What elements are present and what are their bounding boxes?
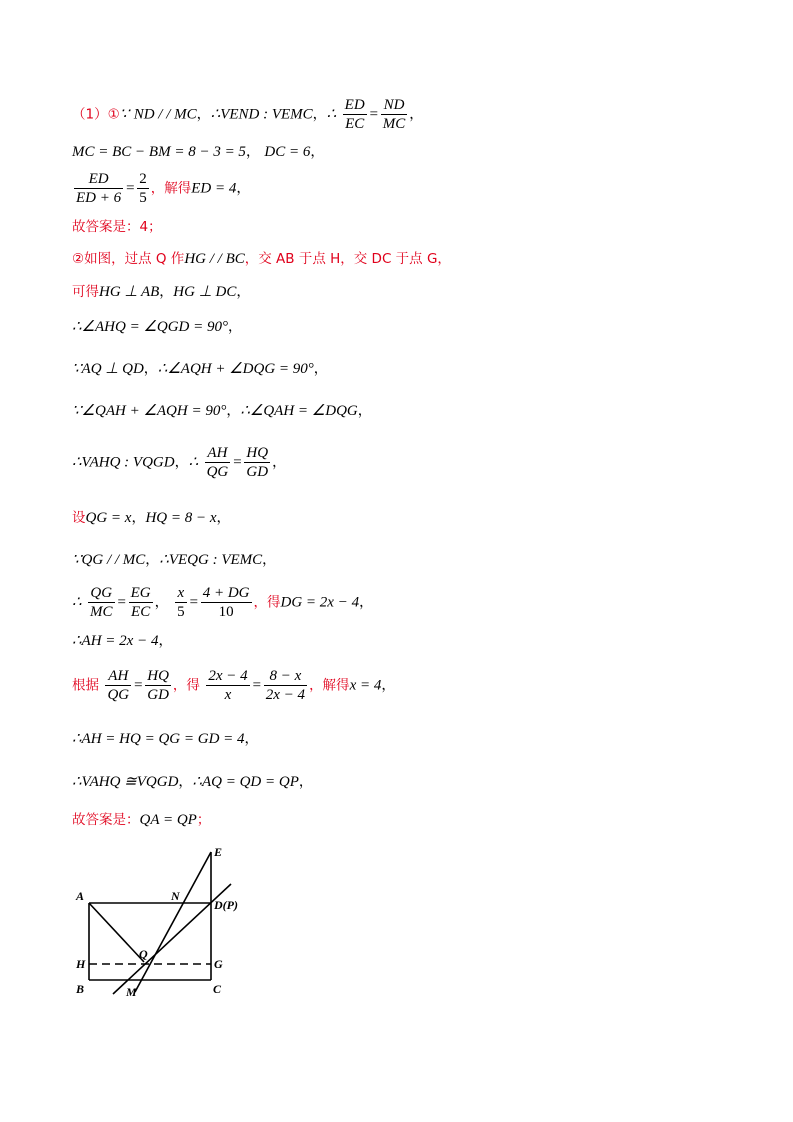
label-d: D(P) — [214, 898, 238, 912]
solution-line-13: ∴ $\frac{QG}{MC}$ = $\frac{EG}{EC}$ ， $\frac{x}{5}$ = $\frac{4 + DG}{10}$ ，得DG = 2x − 4， — [72, 585, 374, 620]
solution-line-1: （1）①∵ ND / / MC，∴VEND : VEMC，∴ $\frac{ED}{EC}$ = $\frac{ND}{MC}$ ， — [72, 97, 424, 132]
solution-line-7: ∴∠AHQ = ∠QGD = 90°， — [72, 319, 243, 335]
solution-line-5: ②如图，过点 Q 作HG / / BC，交 AB 于点 H，交 DC 于点 G， — [72, 251, 451, 267]
fraction: $\frac{HQ}{GD}$ — [147, 668, 169, 703]
math-expression: VAHQ ≅VQGD — [81, 774, 179, 790]
math-expression: ∠QAH = ∠DQG — [249, 403, 358, 419]
math-expression: ∠QAH + ∠AQH = 90° — [81, 403, 227, 419]
math-expression: VEND : VEMC — [220, 106, 313, 123]
fraction: $\frac{ND}{MC}$ — [382, 97, 406, 132]
math-expression: QA = QP — [139, 812, 197, 828]
solution-line-15: 根据 $\frac{AH}{QG}$ = $\frac{HQ}{GD}$ ，得 $\frac{2x - 4}{x}$ = $\frac{8 - x}{2x - 4}$ ，解得x = 4， — [72, 668, 396, 703]
math-expression: HG ⊥ DC — [173, 284, 237, 300]
solution-line-17: ∴VAHQ ≅VQGD，∴AQ = QD = QP， — [72, 774, 313, 790]
fraction: $\frac{x}{5}$ — [177, 585, 185, 620]
math-expression: QG / / MC — [81, 552, 146, 568]
answer-line-1: 故答案是：4； — [72, 219, 162, 235]
solution-line-8: ∵AQ ⊥ QD，∴∠AQH + ∠DQG = 90°， — [72, 361, 328, 377]
fraction: $\frac{HQ}{GD}$ — [246, 445, 269, 480]
solution-line-16: ∴AH = HQ = QG = GD = 4， — [72, 731, 259, 747]
fraction: $\frac{4 + DG}{10}$ — [202, 585, 250, 620]
fraction: $\frac{AH}{QG}$ — [206, 445, 229, 480]
math-expression: AQ = QD = QP — [201, 774, 299, 790]
label-n: N — [171, 889, 180, 903]
math-expression: DC = 6 — [264, 144, 311, 160]
label-e: E — [214, 845, 223, 859]
math-expression: AQ ⊥ QD — [81, 361, 144, 377]
label-g: G — [214, 957, 223, 971]
math-expression: x = 4 — [349, 677, 382, 694]
math-expression: HQ = 8 − x — [145, 510, 217, 526]
fraction: $\frac{QG}{MC}$ — [90, 585, 113, 620]
label-m: M — [126, 985, 137, 999]
label-q: Q — [139, 947, 148, 961]
label-c: C — [213, 982, 222, 996]
fraction: $\frac{ED}{ED + 6}$ — [76, 171, 122, 206]
math-expression: QG = x — [85, 510, 132, 526]
solution-line-12: ∵QG / / MC，∴VEQG : VEMC， — [72, 552, 277, 568]
math-expression: MC = BC − BM = 8 − 3 = 5 — [72, 144, 246, 160]
math-expression: AH = 2x − 4 — [81, 633, 159, 649]
answer-line-2: 故答案是：QA = QP； — [72, 812, 211, 828]
math-expression: HG / / BC — [184, 251, 245, 267]
solution-line-10: ∴VAHQ : VQGD，∴ $\frac{AH}{QG}$ = $\frac{HQ}{GD}$ ， — [72, 445, 287, 480]
label-a: A — [76, 889, 85, 903]
fraction: $\frac{2}{5}$ — [139, 171, 147, 206]
solution-line-2: MC = BC − BM = 8 − 3 = 5， DC = 6， — [72, 144, 325, 160]
math-expression: VEQG : VEMC — [168, 552, 263, 568]
fraction: $\frac{8 - x}{2x - 4}$ — [265, 668, 306, 703]
math-expression: ∠AHQ = ∠QGD = 90° — [81, 319, 229, 335]
fraction: $\frac{2x - 4}{x}$ — [208, 668, 248, 703]
solution-line-14: ∴AH = 2x − 4， — [72, 633, 173, 649]
part-label: （1）① — [72, 106, 120, 123]
label-b: B — [76, 982, 85, 996]
solution-line-9: ∵∠QAH + ∠AQH = 90°，∴∠QAH = ∠DQG， — [72, 403, 372, 419]
math-expression: HG ⊥ AB — [99, 284, 160, 300]
math-expression: ∠AQH + ∠DQG = 90° — [167, 361, 314, 377]
segment-aq — [89, 903, 144, 962]
fraction: $\frac{ED}{EC}$ — [344, 97, 365, 132]
line-qp — [113, 884, 231, 994]
solution-line-3: $\frac{ED}{ED + 6}$ = $\frac{2}{5}$ ，解得ED = 4， — [76, 171, 251, 206]
math-expression: ND / / MC — [133, 106, 197, 123]
fraction: $\frac{AH}{QG}$ — [107, 668, 130, 703]
solution-line-6: 可得HG ⊥ AB，HG ⊥ DC， — [72, 284, 251, 300]
math-expression: VAHQ : VQGD — [81, 454, 175, 471]
math-expression: DG = 2x − 4 — [280, 594, 360, 611]
math-expression: AH = HQ = QG = GD = 4 — [81, 731, 245, 747]
fraction: $\frac{EG}{EC}$ — [130, 585, 151, 620]
label-h: H — [76, 957, 86, 971]
solution-line-11: 设QG = x，HQ = 8 − x， — [72, 510, 231, 526]
math-expression: ED = 4 — [191, 180, 237, 197]
segment-em — [135, 852, 211, 992]
